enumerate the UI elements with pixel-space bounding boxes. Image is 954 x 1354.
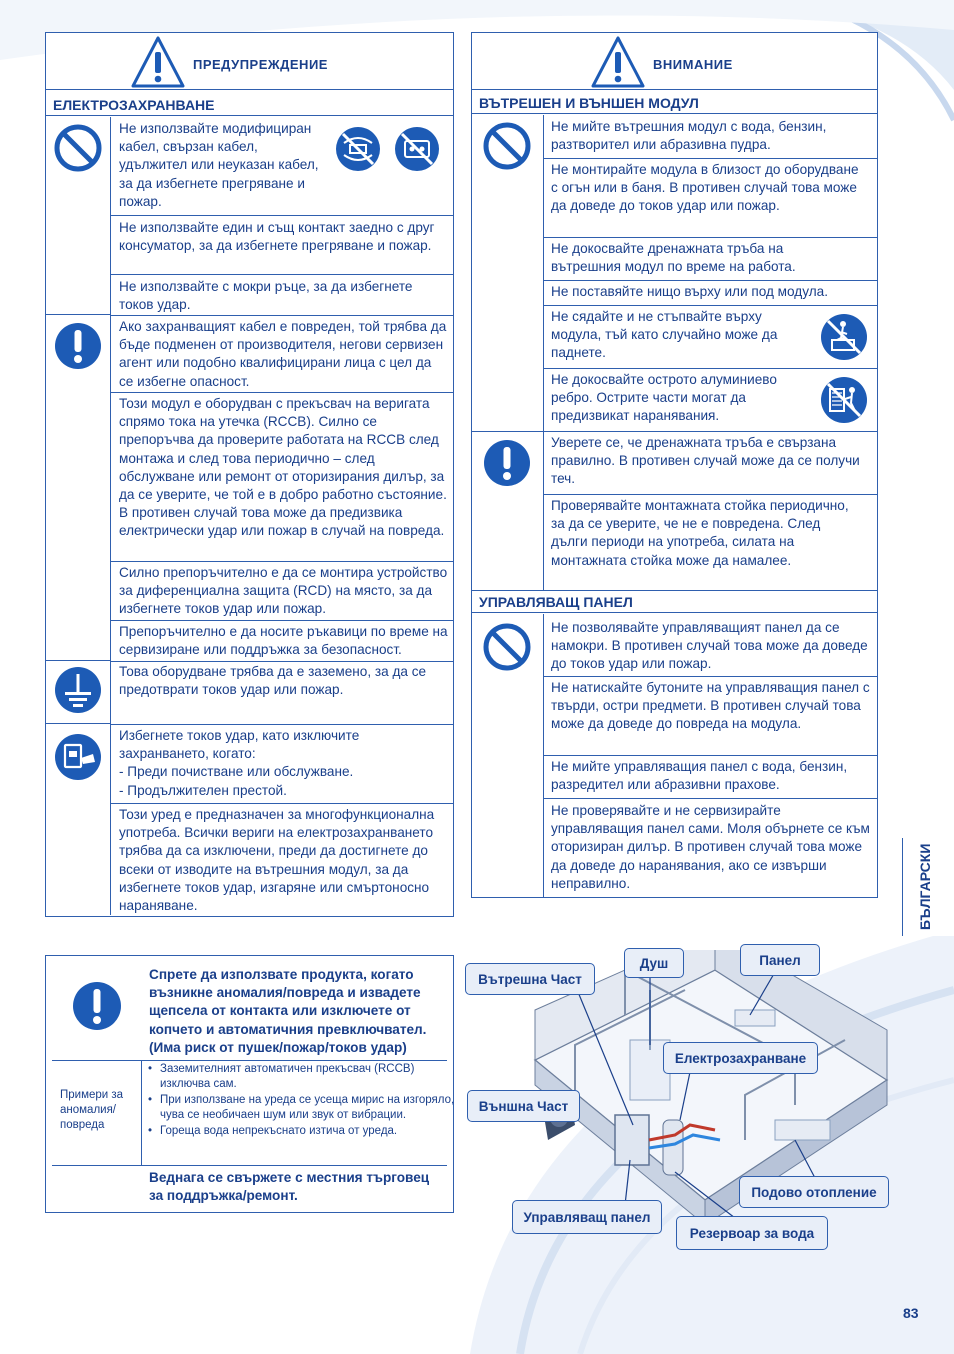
prohibited-icon [53,123,103,173]
caution-text-5: Не сядайте и не стъпвайте върху модула, тъй като случайно може да паднете. [551,309,778,361]
caution-text-4: Не поставяйте нищо върху или под модула. [551,284,828,299]
label-water-tank: Резервоар за вода [676,1216,828,1250]
label-panel: Панел [740,944,820,976]
list-item: • Заземителният автоматичен прекъсвач (RCCB) изключва сам. [148,1063,415,1090]
no-extension-cable-icon [393,125,441,173]
warning-header [46,33,453,90]
caution-row-8 [543,495,877,591]
warning-panel [45,32,454,917]
unplug-icon-cell [46,724,111,915]
warning-text-2: Не използвайте един и същ контакт заедно с друг консуматор, за да избегнете прегряване и пожар. [119,220,435,254]
section-indoor-outdoor: ВЪТРЕШЕН И ВЪНШЕН МОДУЛ [472,92,877,114]
language-tab-label: БЪЛГАРСКИ [917,843,933,930]
caution-text-12: Не проверявайте и не сервизирайте управляващия панел сами. Моля обърнете се към оторизиран дилър. В противен случай това може да доведе до наранявания, ако се извърши неправилно. [551,803,870,891]
label-power-supply: Електрозахранване [663,1042,818,1074]
warning-text-9: Избегнете токов удар, като изключите захранването, когато: - Преди почистване или обслужване. - Продължителен престой. [119,728,360,798]
label-control-panel: Управляващ панел [512,1200,662,1234]
caution-header [472,33,877,90]
warning-row-4 [110,316,453,393]
warning-text-3: Не използвайте с мокри ръце, за да избегнете токов удар. [119,279,413,313]
earth-icon-cell [46,661,111,724]
warning-row-6 [110,562,453,621]
caution-row-10 [543,677,877,756]
page-number: 83 [903,1305,919,1321]
contact-dealer-text: Веднага се свържете с местния търговец за поддръжка/ремонт. [149,1170,430,1204]
divider [141,1060,142,1165]
caution-triangle-icon [590,35,646,89]
caution-row-11 [543,756,877,799]
caution-text-10: Не натискайте бутоните на управляващия панел с твърди, остри предмети. В противен случай това може да доведе до повреда на модула. [551,680,870,732]
warning-row-1 [110,117,453,216]
warning-row-10 [110,804,453,915]
section-power-supply: ЕЛЕКТРОЗАХРАНВАНЕ [46,94,453,116]
caution-text-6: Не докосвайте острото алуминиево ребро. Острите части могат да предизвикат наранявания. [551,372,777,424]
caution-title: ВНИМАНИЕ [653,57,733,72]
caution-row-7 [543,432,877,495]
caution-mandatory-cell [472,432,544,591]
caution-row-3 [543,238,877,281]
no-climbing-icon [819,312,869,362]
mandatory-exclamation-icon [482,438,532,488]
divider [52,1060,447,1061]
abnormal-panel [45,955,454,1213]
warning-text-4: Ако захранващият кабел е повреден, той трябва да бъде подменен от производителя, негови сервизен агент или подобно квалифицирани лица с цел да се избегне опасност. [119,319,447,389]
warning-text-1: Не използвайте модифициран кабел, свързан кабел, удължител или неуказан кабел, за да избегнете прегряване и пожар. [119,121,319,209]
caution-text-1: Не мийте вътрешния модул с вода, бензин, разтворител или абразивна пудра. [551,119,827,153]
section-control-panel: УПРАВЛЯВАЩ ПАНЕЛ [472,591,877,613]
earth-ground-icon [53,665,103,715]
caution-prohibited-cell-2 [472,614,544,897]
list-item: • Гореща вода непрекъснато изтича от уреда. [148,1125,398,1137]
warning-row-8 [110,662,453,725]
warning-text-10: Този уред е предназначен за многофункционална употреба. Всички вериги на електрозахранването трябва да са изключени, преди да достигнете до всеки от изводите на вътрешния модул, за да избегнете токов удар, изгаряне или смъртоносно нараняване. [119,807,435,914]
caution-text-8: Проверявайте монтажната стойка периодично, за да се уверите, че не е повредена. След дълги периоди на употреба, силата на монтажната стойка може да намалее. [551,498,849,568]
unplug-icon [53,732,103,782]
prohibited-icon [482,121,532,171]
warning-triangle-icon [130,35,186,89]
prohibited-icon-cell [46,117,111,315]
list-item: • При използване на уреда се усеща мирис на изгоряло, чува се необичаен шум или звук от вибрации. [148,1094,455,1121]
examples-label: Примери за аномалия/ повреда [60,1089,124,1131]
caution-row-4 [543,281,877,306]
examples-list [146,1062,460,1139]
caution-row-6 [543,369,877,432]
warning-row-3 [110,275,453,316]
warning-row-5 [110,393,453,562]
caution-text-9: Не позволявайте управляващият панел да се намокри. В противен случай това може да доведе до токов удар или пожар. [551,620,868,672]
warning-text-8: Това оборудване трябва да е заземено, за да се предотврати токов удар или пожар. [119,664,427,698]
caution-row-9 [543,615,877,677]
mandatory-icon-cell-1 [46,315,111,661]
mandatory-exclamation-icon [53,321,103,371]
warning-text-6: Силно препоръчително е да се монтира устройство за диференциална защита (RCD) на място, за да избегнете токов удар или пожар. [119,565,448,617]
warning-title: ПРЕДУПРЕЖДЕНИЕ [193,57,328,72]
caution-text-3: Не докосвайте дренажната тръба на вътрешния модул по време на работа. [551,241,796,275]
no-modified-cable-icon [334,125,382,173]
caution-text-2: Не монтирайте модула в близост до оборудване с огън или в баня. В противен случай това може да доведе до токов удар или пожар. [551,162,859,214]
caution-row-2 [543,159,877,238]
language-side-tab [902,838,954,936]
caution-text-7: Уверете се, че дренажната тръба е свързана правилно. В противен случай може да се получи теч. [551,435,860,487]
label-shower: Душ [624,948,684,978]
label-floor-heating: Подово отопление [739,1176,889,1208]
no-touch-fin-icon [819,375,869,425]
caution-row-5 [543,306,877,369]
caution-text-11: Не мийте управляващия панел с вода, бензин, разредител или абразивни прахове. [551,759,848,793]
mandatory-exclamation-icon [71,980,123,1032]
caution-panel [471,32,878,898]
warning-text-7: Препоръчително е да носите ръкавици по време на сервизиране или поддръжка за безопасност. [119,624,448,658]
caution-prohibited-cell-1 [472,115,544,432]
label-outdoor-unit: Външна Част [467,1090,580,1122]
warning-text-5: Този модул е оборудван с прекъсвач на веригата спрямо тока на утечка (RCCB). Силно се препоръчва да проверите работата на RCCB след монтажа и след това периодично – след обслужване или ремонт от оторизирания дилър, за да се уверите, че той е в добро работно състояние. В противен случай това може да предизвика електрически удар или пожар в случай на повреда. [119,396,447,539]
warning-row-2 [110,216,453,275]
warning-row-7 [110,621,453,662]
divider [52,1165,447,1166]
label-indoor-unit: Вътрешна Част [465,963,595,995]
abnormal-headline: Спрете да използвате продукта, когато възникне аномалия/повреда и извадете щепсела от контакта или изключете от копчето и автоматичния превключвател. (Има риск от пушек/пожар/токов удар) [149,967,427,1055]
caution-row-1 [543,115,877,159]
prohibited-icon [482,622,532,672]
warning-row-9 [110,725,453,804]
caution-row-12 [543,799,877,897]
